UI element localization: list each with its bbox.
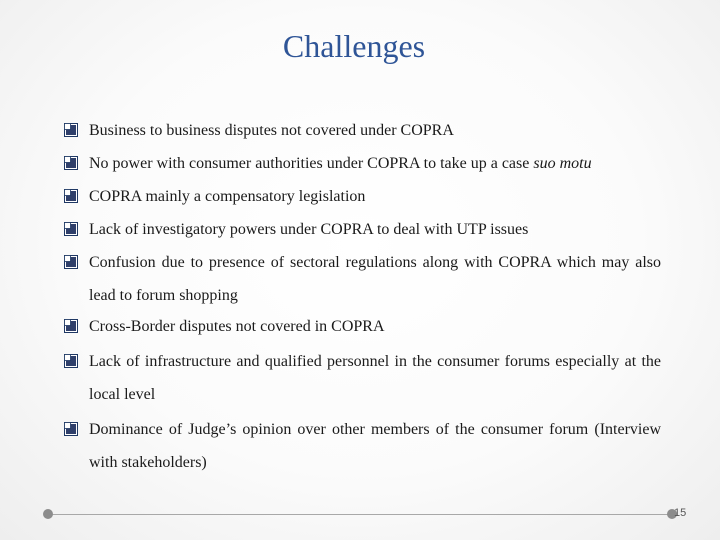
checkbox-bullet-icon bbox=[64, 255, 78, 269]
bullet-item bbox=[64, 114, 661, 147]
bullet-item bbox=[64, 345, 661, 411]
page-number: 15 bbox=[674, 507, 687, 519]
slide-title: Challenges bbox=[282, 28, 426, 64]
bullet-text-italic: suo motu bbox=[533, 155, 592, 172]
bullet-item bbox=[64, 180, 661, 213]
checkbox-bullet-icon bbox=[64, 422, 78, 436]
bullet-item bbox=[64, 213, 661, 246]
bullet-item bbox=[64, 310, 661, 343]
bullet-text: Confusion due to presence of sectoral regulations along with COPRA which may also lead to forum shopping bbox=[89, 254, 661, 304]
checkbox-bullet-icon bbox=[64, 319, 78, 333]
bullet-list bbox=[64, 114, 661, 479]
checkbox-bullet-icon bbox=[64, 123, 78, 137]
bullet-item bbox=[64, 246, 661, 312]
footer-left-dot-icon bbox=[43, 509, 53, 519]
bullet-text: COPRA mainly a compensatory legislation bbox=[89, 188, 366, 205]
bullet-text: No power with consumer authorities under COPRA to take up a case bbox=[89, 155, 534, 172]
bullet-text: Cross-Border disputes not covered in COPRA bbox=[89, 318, 385, 335]
checkbox-bullet-icon bbox=[64, 189, 78, 203]
bullet-text: Lack of infrastructure and qualified personnel in the consumer forums especially at the local level bbox=[89, 353, 661, 403]
checkbox-bullet-icon bbox=[64, 222, 78, 236]
bullet-text: Business to business disputes not covered under COPRA bbox=[89, 122, 454, 139]
checkbox-bullet-icon bbox=[64, 354, 78, 368]
bullet-item bbox=[64, 147, 661, 180]
bullet-item bbox=[64, 413, 661, 479]
checkbox-bullet-icon bbox=[64, 156, 78, 170]
footer-divider bbox=[48, 514, 672, 515]
bullet-text: Lack of investigatory powers under COPRA to deal with UTP issues bbox=[89, 221, 529, 238]
bullet-text: Dominance of Judge’s opinion over other members of the consumer forum (Interview with stakeholders) bbox=[89, 421, 661, 471]
